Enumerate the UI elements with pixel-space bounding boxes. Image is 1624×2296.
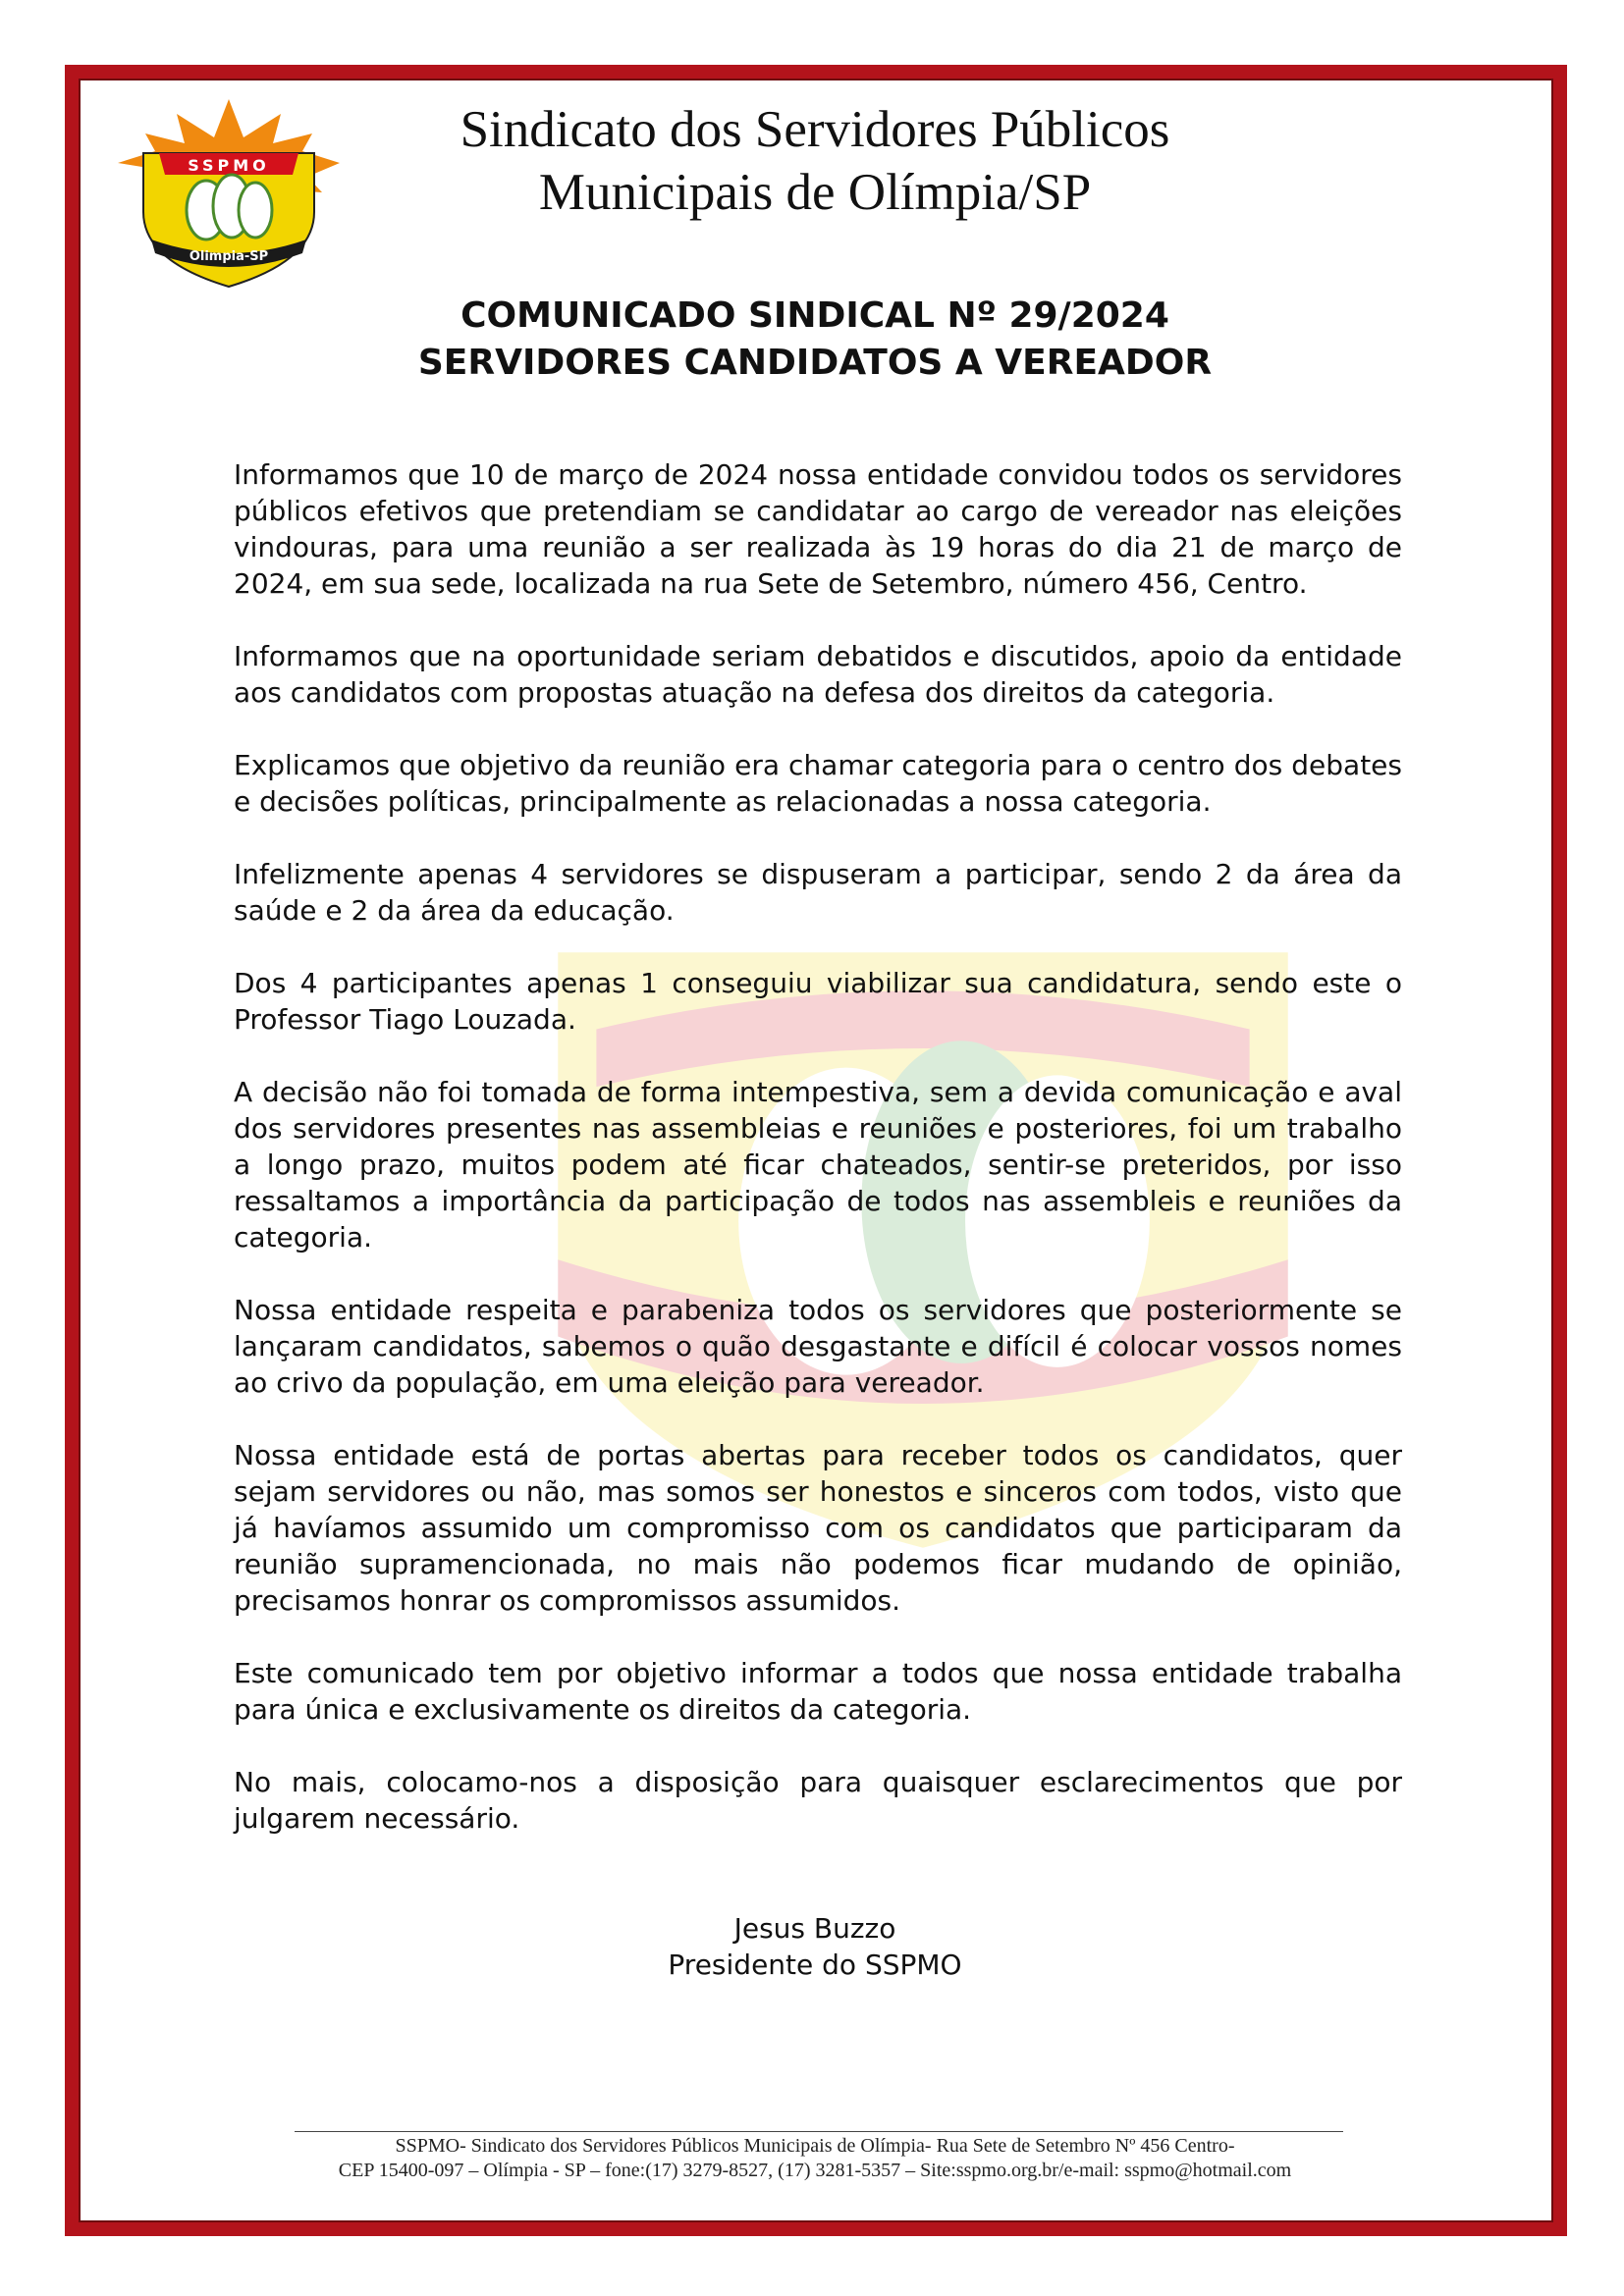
heading-line1: COMUNICADO SINDICAL Nº 29/2024 [460,295,1169,336]
svg-text:SSPMO: SSPMO [188,156,270,175]
footer-divider [295,2131,1343,2132]
paragraph-3: Explicamos que objetivo da reunião era chamar categoria para o centro dos debates e decisões políticas, principalmente as relacionadas a nossa categoria. [234,749,1402,818]
signatory-name: Jesus Buzzo [733,1912,896,1945]
paragraph-1: Informamos que 10 de março de 2024 nossa entidade convidou todos os servidores públicos efetivos que pretendiam se candidatar ao cargo de vereador nas eleições vindouras, para uma reunião a ser realizada às 19 horas do dia 21 de março de 2024, em sua sede, localizada na rua Sete de Setembro, número 456, Centro. [234,458,1402,600]
paragraph-6: A decisão não foi tomada de forma intempestiva, sem a devida comunicação e aval dos servidores presentes nas assembleias e reuniões e posteriores, foi um trabalho a longo prazo, muitos podem até ficar chateados, sentir-se preteridos, por isso ressaltamos a importância da participação de todos nas assembleis e reuniões da categoria. [234,1076,1402,1254]
paragraph-9: Este comunicado tem por objetivo informar a todos que nossa entidade trabalha para única e exclusivamente os direitos da categoria. [234,1657,1402,1726]
signatory-title: Presidente do SSPMO [668,1949,962,1981]
footer [226,2134,1404,2183]
document-heading [324,293,1306,387]
paragraph-5: Dos 4 participantes apenas 1 conseguiu viabilizar sua candidatura, sendo este o Professor Tiago Louzada. [234,967,1402,1036]
paragraph-2: Informamos que na oportunidade seriam debatidos e discutidos, apoio da entidade aos candidatos com propostas atuação na defesa dos direitos da categoria. [234,640,1402,709]
organization-title [373,98,1257,224]
signature-block [520,1910,1110,1983]
paragraph-4: Infelizmente apenas 4 servidores se dispuseram a participar, sendo 2 da área da saúde e 2 da área da educação. [234,858,1402,927]
organization-title-line1: Sindicato dos Servidores Públicos [460,101,1170,158]
svg-text:Olimpia-SP: Olimpia-SP [189,249,269,264]
heading-line2: SERVIDORES CANDIDATOS A VEREADOR [417,343,1213,383]
document-body [234,456,1402,1873]
paragraph-8: Nossa entidade está de portas abertas para receber todos os candidatos, quer sejam servidores ou não, mas somos ser honestos e sinceros com todos, visto que já havíamos assumido um compromisso com os candidatos que participaram da reunião supramencionada, no mais não podemos ficar mudando de opinião, precisamos honrar os compromissos assumidos. [234,1439,1402,1617]
footer-line1: SSPMO- Sindicato dos Servidores Públicos Municipais de Olímpia- Rua Sete de Setembro Nº 456 Centro- [395,2135,1235,2157]
sspmo-logo [116,94,342,291]
paragraph-10: No mais, colocamo-nos a disposição para quaisquer esclarecimentos que por julgarem necessário. [234,1766,1402,1835]
footer-line2: CEP 15400-097 – Olímpia - SP – fone:(17) 3279-8527, (17) 3281-5357 – Site:sspmo.org.br/e-mail: sspmo@hotmail.com [338,2160,1292,2181]
paragraph-7: Nossa entidade respeita e parabeniza todos os servidores que posteriormente se lançaram candidatos, sabemos o quão desgastante e difícil é colocar vossos nomes ao crivo da população, em uma eleição para vereador. [234,1294,1402,1399]
organization-title-line2: Municipais de Olímpia/SP [538,164,1092,221]
